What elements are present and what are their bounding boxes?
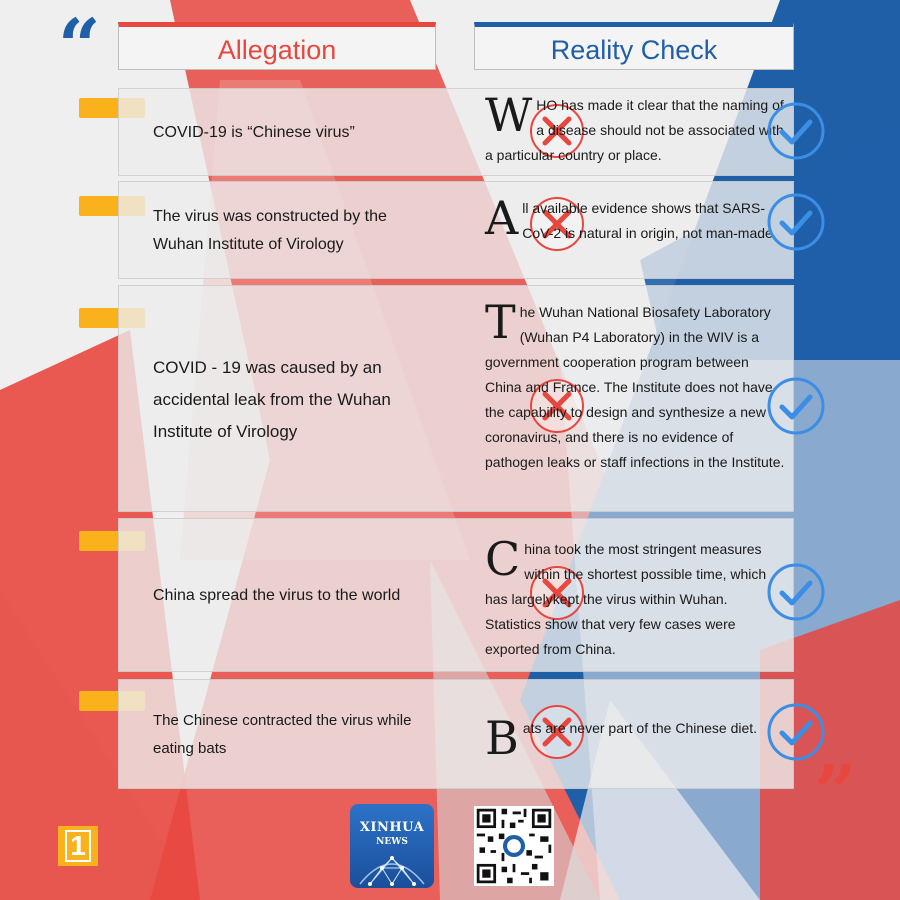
check-icon: [766, 192, 826, 252]
reality-body: hina took the most stringent measures within the shortest possible time, which has largelykept the virus within Wuhan. Statistics show that very few cases were exported from China.: [485, 541, 767, 657]
reality-text: [485, 295, 785, 475]
allegation-text: COVID - 19 was caused by an accidental leak from the Wuhan Institute of Virology: [153, 357, 391, 441]
open-quote-mark: “: [58, 4, 101, 90]
reality-body: ats are never part of the Chinese diet.: [522, 720, 758, 736]
reality-text: [485, 191, 785, 246]
reality-body: ll available evidence shows that SARS-CoV-2 is natural in origin, not man-made.: [522, 200, 777, 241]
reality-text: [485, 532, 785, 662]
xinhua-news-logo: [350, 804, 434, 888]
fact-check-row: [118, 88, 794, 176]
logo-line-1: XINHUA: [359, 820, 425, 835]
reality-check-header: Reality Check: [474, 22, 794, 70]
close-quote-mark: ”: [814, 750, 857, 836]
fact-check-row: [118, 285, 794, 512]
page-number: 1: [65, 830, 91, 862]
reality-text: [485, 88, 785, 168]
globe-network-icon: [356, 850, 428, 886]
reality-text: [485, 711, 795, 765]
reality-body: he Wuhan National Biosafety Laboratory (Wuhan P4 Laboratory) in the WIV is a government cooperation program between China and France. The Institute does not have the capability to design and synthesize a new coronavirus, and there is no evidence of pathogen leaks or staff infections in the Institute.: [485, 304, 785, 470]
allegation-text: China spread the virus to the world: [153, 587, 401, 604]
drop-cap: A: [485, 191, 519, 245]
reality-body: HO has made it clear that the naming of a disease should not be associated with a particular country or place.: [485, 97, 784, 163]
drop-cap: W: [485, 88, 533, 142]
allegation-text: The Chinese contracted the virus while eating bats: [153, 712, 412, 757]
fact-check-row: [118, 518, 794, 672]
logo-line-2: NEWS: [376, 837, 408, 847]
allegation-header: Allegation: [118, 22, 436, 70]
fact-check-row: [118, 181, 794, 279]
check-icon: [766, 562, 826, 622]
page-number-badge: [58, 826, 98, 866]
allegation-text: The virus was constructed by the Wuhan Institute of Virology: [153, 208, 387, 253]
drop-cap: B: [485, 711, 519, 765]
drop-cap: C: [485, 532, 521, 586]
fact-check-row: [118, 679, 794, 789]
allegation-text: COVID-19 is “Chinese virus”: [153, 124, 355, 141]
qr-code-icon[interactable]: [474, 806, 554, 886]
check-icon: [766, 101, 826, 161]
check-icon: [766, 376, 826, 436]
drop-cap: T: [485, 295, 516, 349]
